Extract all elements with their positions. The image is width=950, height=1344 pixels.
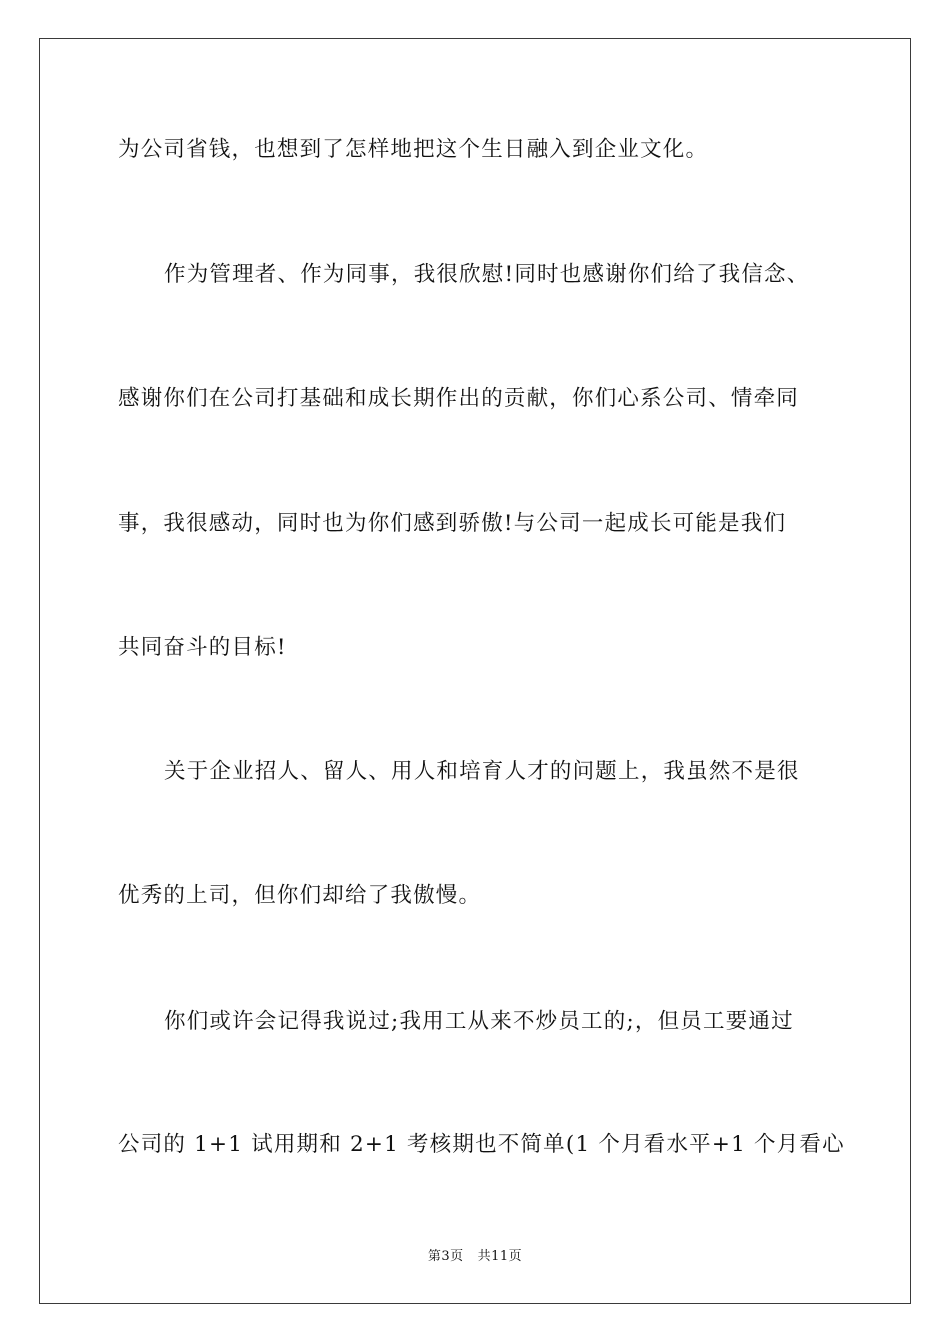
text-line-9: 公司的 1+1 试用期和 2+1 考核期也不简单(1 个月看水平+1 个月看心 <box>118 1132 845 1157</box>
text-line-8: 你们或许会记得我说过;我用工从来不炒员工的;，但员工要通过 <box>164 1009 794 1034</box>
current-page-label: 第3页 <box>427 1249 464 1264</box>
text-line-6: 关于企业招人、留人、用人和培育人才的问题上，我虽然不是很 <box>164 759 800 784</box>
page-footer <box>0 1245 950 1264</box>
text-line-7: 优秀的上司，但你们却给了我傲慢。 <box>118 883 482 908</box>
page-border <box>39 38 911 1304</box>
total-pages-label: 共11页 <box>477 1249 523 1264</box>
text-line-1: 为公司省钱，也想到了怎样地把这个生日融入到企业文化。 <box>118 137 709 162</box>
text-line-2: 作为管理者、作为同事，我很欣慰!同时也感谢你们给了我信念、 <box>164 262 810 287</box>
text-line-4: 事，我很感动，同时也为你们感到骄傲!与公司一起成长可能是我们 <box>118 511 787 536</box>
text-line-3: 感谢你们在公司打基础和成长期作出的贡献，你们心系公司、情牵同 <box>118 386 800 411</box>
text-line-5: 共同奋斗的目标! <box>118 635 287 660</box>
